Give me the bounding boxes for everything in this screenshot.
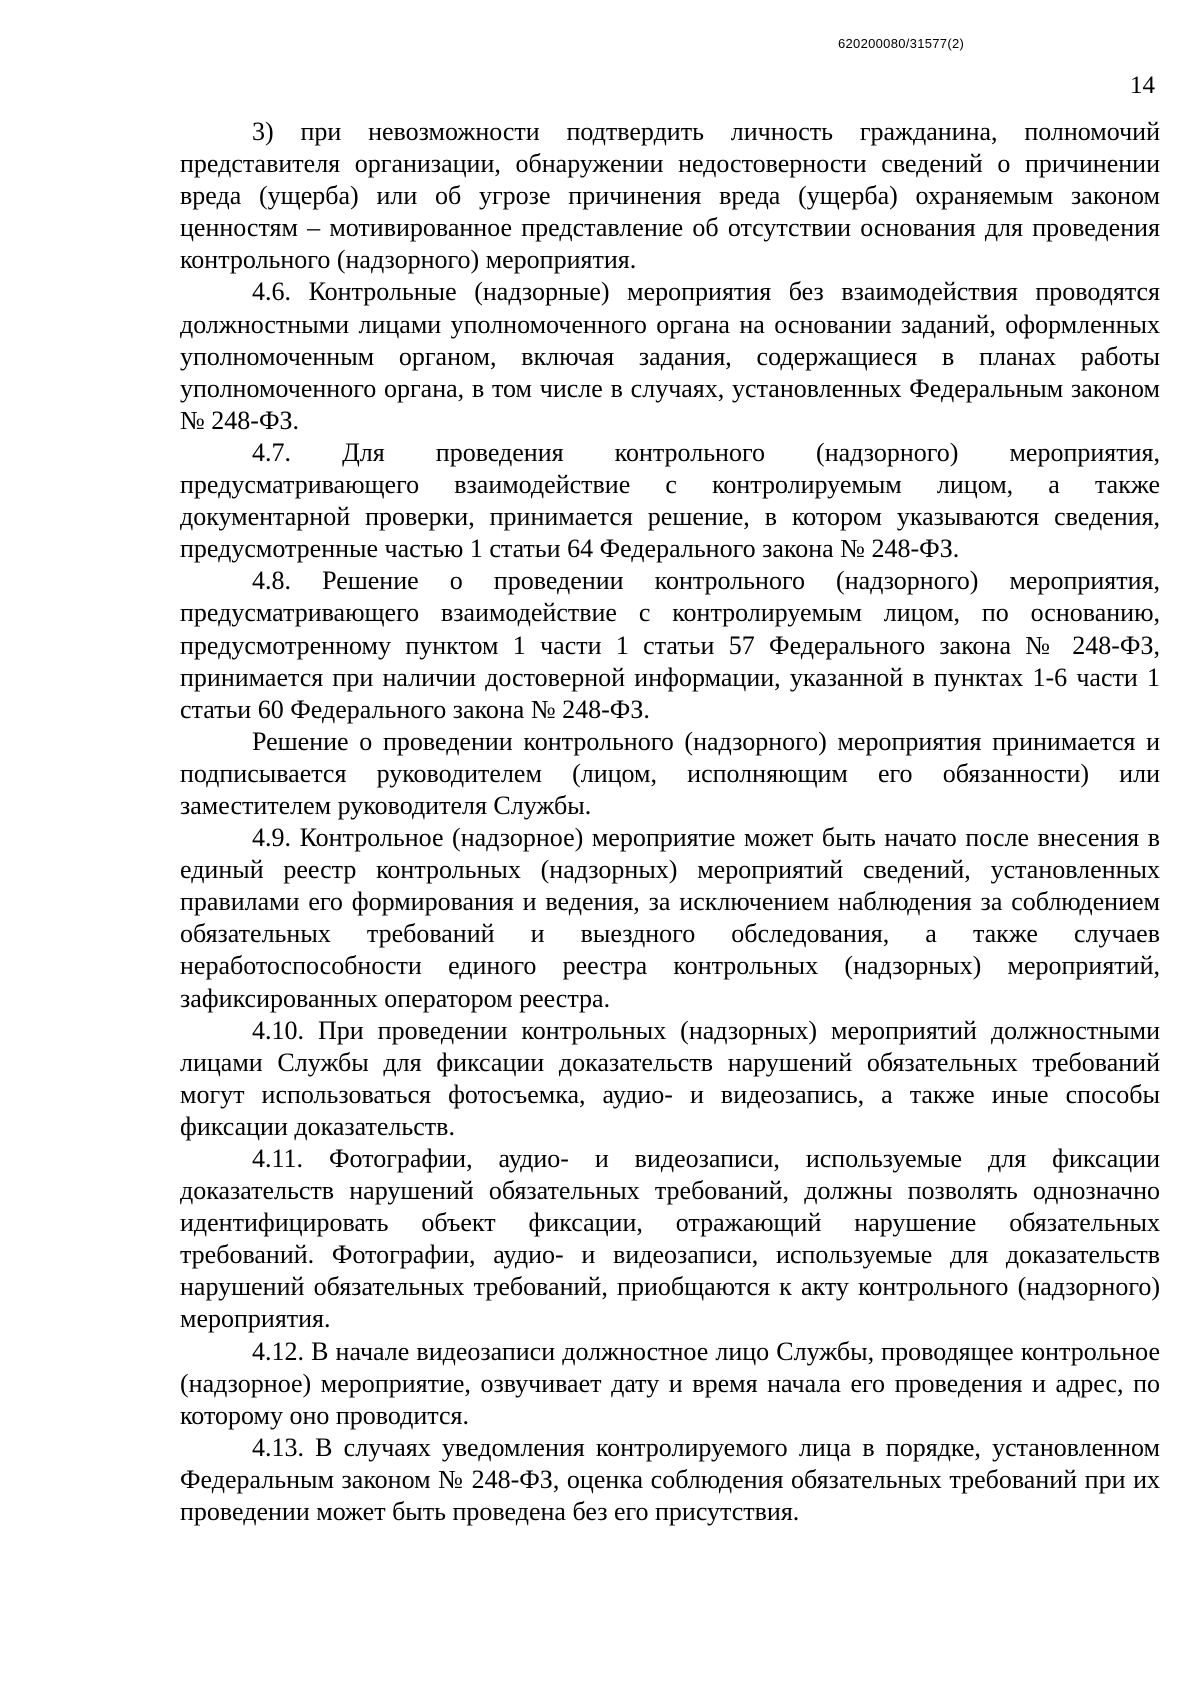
paragraph-4-6: 4.6. Контрольные (надзорные) мероприятия без взаимодействия проводятся должностными лицами уполномоченного органа на основании заданий, оформленных уполномоченным органом, включая задания, содержащиеся в планах работы уполномоченного органа, в том числе в случаях, установленных Федеральным законом № 248-ФЗ. (180, 277, 1160, 435)
document-body (180, 116, 1160, 1528)
paragraph-4-10: 4.10. При проведении контрольных (надзорных) мероприятий должностными лицами Службы для фиксации доказательств нарушений обязательных требований могут использоваться фотосъемка, аудио- и видеозапись, а также иные способы фиксации доказательств. (180, 1015, 1160, 1141)
paragraph-4-8-continued: Решение о проведении контрольного (надзорного) мероприятия принимается и подписывается руководителем (лицом, исполняющим его обязанности) или заместителем руководителя Службы. (180, 726, 1160, 820)
paragraph-4-11: 4.11. Фотографии, аудио- и видеозаписи, используемые для фиксации доказательств нарушений обязательных требований, должны позволять однозначно идентифицировать объект фиксации, отражающий нарушение обязательных требований. Фотографии, аудио- и видеозаписи, используемые для доказательств нарушений обязательных требований, приобщаются к акту контрольного (надзорного) мероприятия. (180, 1144, 1160, 1334)
paragraph-4-9: 4.9. Контрольное (надзорное) мероприятие может быть начато после внесения в единый реестр контрольных (надзорных) мероприятий сведений, установленных правилами его формирования и ведения, за исключением наблюдения за соблюдением обязательных требований и выездного обследования, а также случаев неработоспособности единого реестра контрольных (надзорных) мероприятий, зафиксированных оператором реестра. (180, 823, 1160, 1013)
document-id: 620200080/31577(2) (838, 36, 965, 51)
paragraph-3-item: 3) при невозможности подтвердить личность гражданина, полномочий представителя организации, обнаружении недостоверности сведений о причинении вреда (ущерба) или об угрозе причинения вреда (ущерба) охраняемым законом ценностям – мотивированное представление об отсутствии основания для проведения контрольного (надзорного) мероприятия. (180, 117, 1160, 275)
page-number: 14 (1130, 72, 1155, 99)
paragraph-4-13: 4.13. В случаях уведомления контролируемого лица в порядке, установленном Федеральным законом № 248-ФЗ, оценка соблюдения обязательных требований при их проведении может быть проведена без его присутствия. (180, 1432, 1160, 1527)
paragraph-4-8: 4.8. Решение о проведении контрольного (надзорного) мероприятия, предусматривающего взаимодействие с контролируемым лицом, по основанию, предусмотренному пунктом 1 части 1 статьи 57 Федерального закона № 248-ФЗ, принимается при наличии достоверной информации, указанной в пунктах 1-6 части 1 статьи 60 Федерального закона № 248-ФЗ. (180, 566, 1160, 724)
paragraph-4-7: 4.7. Для проведения контрольного (надзорного) мероприятия, предусматривающего взаимодействие с контролируемым лицом, а также документарной проверки, принимается решение, в котором указываются сведения, предусмотренные частью 1 статьи 64 Федерального закона № 248-ФЗ. (180, 437, 1160, 564)
paragraph-4-12: 4.12. В начале видеозаписи должностное лицо Службы, проводящее контрольное (надзорное) мероприятие, озвучивает дату и время начала его проведения и адрес, по которому оно проводится. (180, 1336, 1160, 1430)
